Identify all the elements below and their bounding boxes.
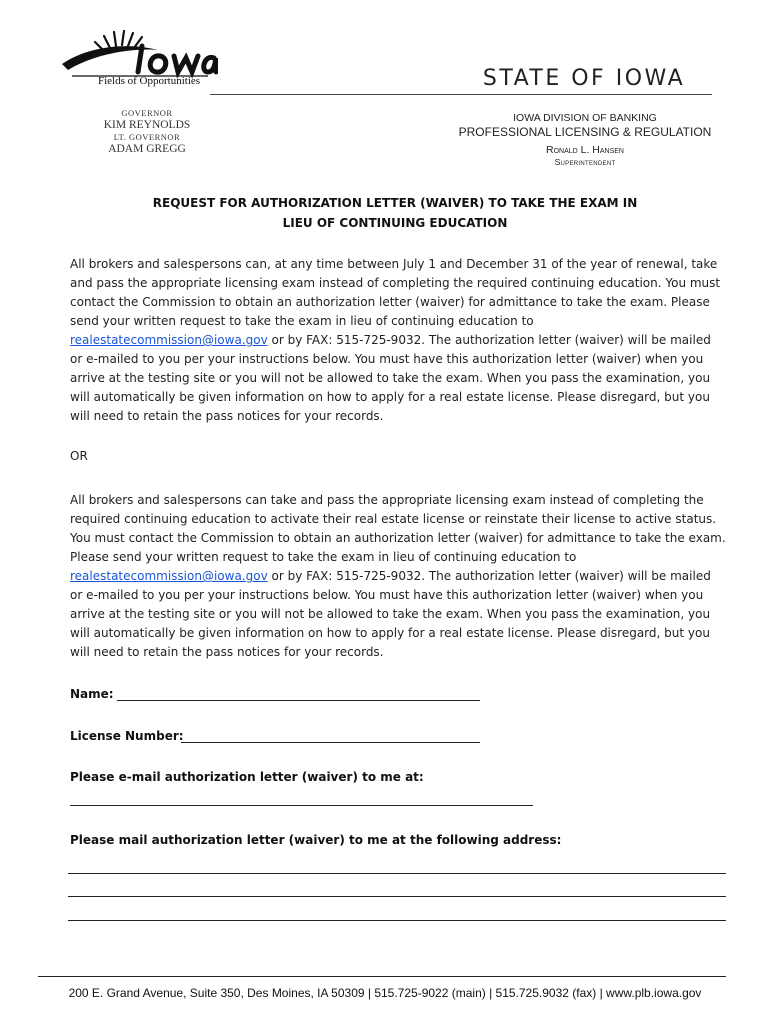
- footer-divider: [38, 976, 726, 977]
- header-divider: [210, 94, 712, 95]
- agency-division: IOWA DIVISION OF BANKING: [513, 112, 657, 124]
- email-request-label: Please e-mail authorization letter (waiver) to me at:: [70, 770, 424, 784]
- mailing-address-line-3[interactable]: [68, 920, 726, 921]
- document-title-line2: LIEU OF CONTINUING EDUCATION: [282, 216, 508, 230]
- agency-block: [448, 112, 722, 167]
- lt-governor-name: ADAM GREGG: [108, 143, 186, 155]
- or-separator: OR: [70, 449, 88, 463]
- paragraph2-text-end: or by FAX: 515-725-9032. The authorization letter (waiver) will be mailed or e-mailed to you per your instructions below. You must have this authorization letter (waiver) when you arrive at the testing site or you will not be allowed to take the exam. When you pass the examination, you will automatically be given information on how to apply for a real estate license. Please disregard, but you will need to retain the pass notices for your records.: [70, 569, 711, 659]
- paragraph1-text-start: All brokers and salespersons can, at any time between July 1 and December 31 of the year of renewal, take and pass the appropriate licensing exam instead of completing the required continuing education. You must contact the Commission to obtain an authorization letter (waiver) for admittance to take the exam. Please send your written request to take the exam in lieu of continuing education to: [70, 257, 721, 328]
- superintendent-title: Superintendent: [554, 157, 616, 167]
- mail-request-label: Please mail authorization letter (waiver) to me at the following address:: [70, 833, 562, 847]
- governor-label: GOVERNOR: [121, 108, 173, 118]
- governor-block: [92, 108, 202, 156]
- email-address-field[interactable]: [70, 805, 533, 806]
- name-label: Name:: [70, 687, 114, 701]
- document-title-line1: REQUEST FOR AUTHORIZATION LETTER (WAIVER) TO TAKE THE EXAM IN: [152, 196, 638, 210]
- governor-name: KIM REYNOLDS: [103, 119, 191, 131]
- logo-tagline: Fields of Opportunities: [98, 75, 201, 87]
- mailing-address-line-2[interactable]: [68, 896, 726, 897]
- paragraph-activate-license: [70, 491, 726, 662]
- document-title: [70, 193, 720, 233]
- lt-governor-label: LT. GOVERNOR: [113, 132, 181, 142]
- paragraph1-text-end: or by FAX: 515-725-9032. The authorization letter (waiver) will be mailed or e-mailed to you per your instructions below. You must have this authorization letter (waiver) when you arrive at the testing site or you will not be allowed to take the exam. When you pass the examination, you will automatically be given information on how to apply for a real estate license. Please disregard, but you will need to retain the pass notices for your records.: [70, 333, 711, 423]
- name-field[interactable]: [117, 700, 480, 701]
- commission-email-link[interactable]: realestatecommission@iowa.gov: [70, 333, 268, 347]
- agency-department: PROFESSIONAL LICENSING & REGULATION: [458, 125, 712, 139]
- iowa-logo: [58, 28, 218, 92]
- commission-email-link-2[interactable]: realestatecommission@iowa.gov: [70, 569, 268, 583]
- paragraph-renewal-period: [70, 255, 726, 426]
- license-number-field[interactable]: [181, 742, 480, 743]
- superintendent-name: Ronald L. Hansen: [546, 144, 624, 156]
- mailing-address-line-1[interactable]: [68, 873, 726, 874]
- footer-contact-info: 200 E. Grand Avenue, Suite 350, Des Moines, IA 50309 | 515.725-9022 (main) | 515.725.9032 (fax) | www.plb.iowa.gov: [68, 986, 702, 1000]
- state-title: STATE OF IOWA: [482, 66, 686, 91]
- license-number-label: License Number:: [70, 729, 184, 743]
- paragraph2-text-start: All brokers and salespersons can take and pass the appropriate licensing exam instead of completing the required continuing education to activate their real estate license or reinstate their license to active status. You must contact the Commission to obtain an authorization letter (waiver) for admittance to take the exam. Please send your written request to take the exam in lieu of continuing education to: [70, 493, 726, 564]
